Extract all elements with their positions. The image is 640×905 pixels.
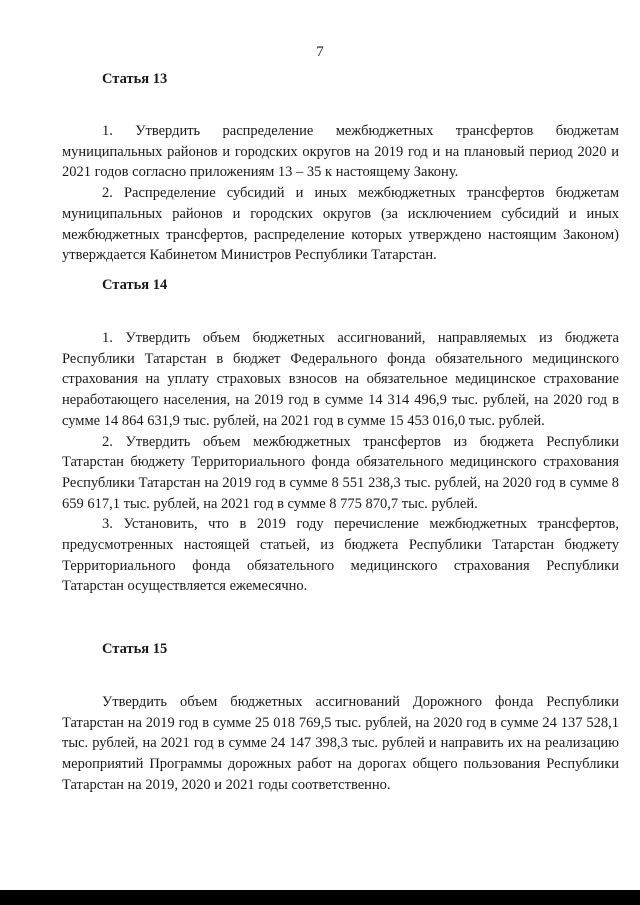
article-body — [62, 121, 619, 266]
paragraph: 3. Установить, что в 2019 году перечисление межбюджетных трансфертов, предусмотренных настоящей статьей, из бюджета Республики Татарстан бюджету Территориального фонда обязательного медицинского страхования Республики Татарстан осуществляется ежемесячно. — [62, 516, 619, 595]
paragraph: 1. Утвердить распределение межбюджетных трансфертов бюджетам муниципальных районов и городских округов на 2019 год и на плановый период 2020 и 2021 годов согласно приложениям 13 – 35 к настоящему Закону. — [62, 123, 619, 181]
article-14 — [62, 276, 619, 597]
article-title: Статья 15 — [102, 641, 168, 657]
article-13 — [62, 70, 619, 266]
paragraph: Утвердить объем бюджетных ассигнований Дорожного фонда Республики Татарстан на 2019 год в сумме 25 018 769,5 тыс. рублей, на 2020 год в сумме 24 137 528,1 тыс. рублей, на 2021 год в сумме 24 147 398,3 тыс. рублей и направить их на реализацию мероприятий Программы дорожных работ на дорогах общего пользования Республики Татарстан на 2019, 2020 и 2021 годы соответственно. — [62, 694, 619, 793]
paragraph: 2. Распределение субсидий и иных межбюджетных трансфертов бюджетам муниципальных районов и городских округов (за исключением субсидий и иных межбюджетных трансфертов, распределение которых утверждено настоящим Законом) утверждается Кабинетом Министров Республики Татарстан. — [62, 185, 619, 264]
article-body — [62, 328, 619, 597]
paragraph: 1. Утвердить объем бюджетных ассигнований, направляемых из бюджета Республики Татарстан в бюджет Федерального фонда обязательного медицинского страхования на уплату страховых взносов на обязательное медицинское страхование неработающего населения, на 2019 год в сумме 14 314 496,9 тыс. рублей, на 2020 год в сумме 14 864 631,9 тыс. рублей, на 2021 год в сумме 15 453 016,0 тыс. рублей. — [62, 330, 619, 429]
article-body — [62, 692, 619, 796]
article-15 — [62, 640, 619, 796]
article-title: Статья 13 — [102, 71, 168, 87]
article-title: Статья 14 — [102, 277, 168, 293]
page-number: 7 — [316, 44, 324, 60]
scan-edge-bar — [0, 890, 640, 905]
paragraph: 2. Утвердить объем межбюджетных трансфертов из бюджета Республики Татарстан бюджету Территориального фонда обязательного медицинского страхования Республики Татарстан на 2019 год в сумме 8 551 238,3 тыс. рублей, на 2020 год в сумме 8 659 617,1 тыс. рублей, на 2021 год в сумме 8 775 870,7 тыс. рублей. — [62, 433, 619, 512]
